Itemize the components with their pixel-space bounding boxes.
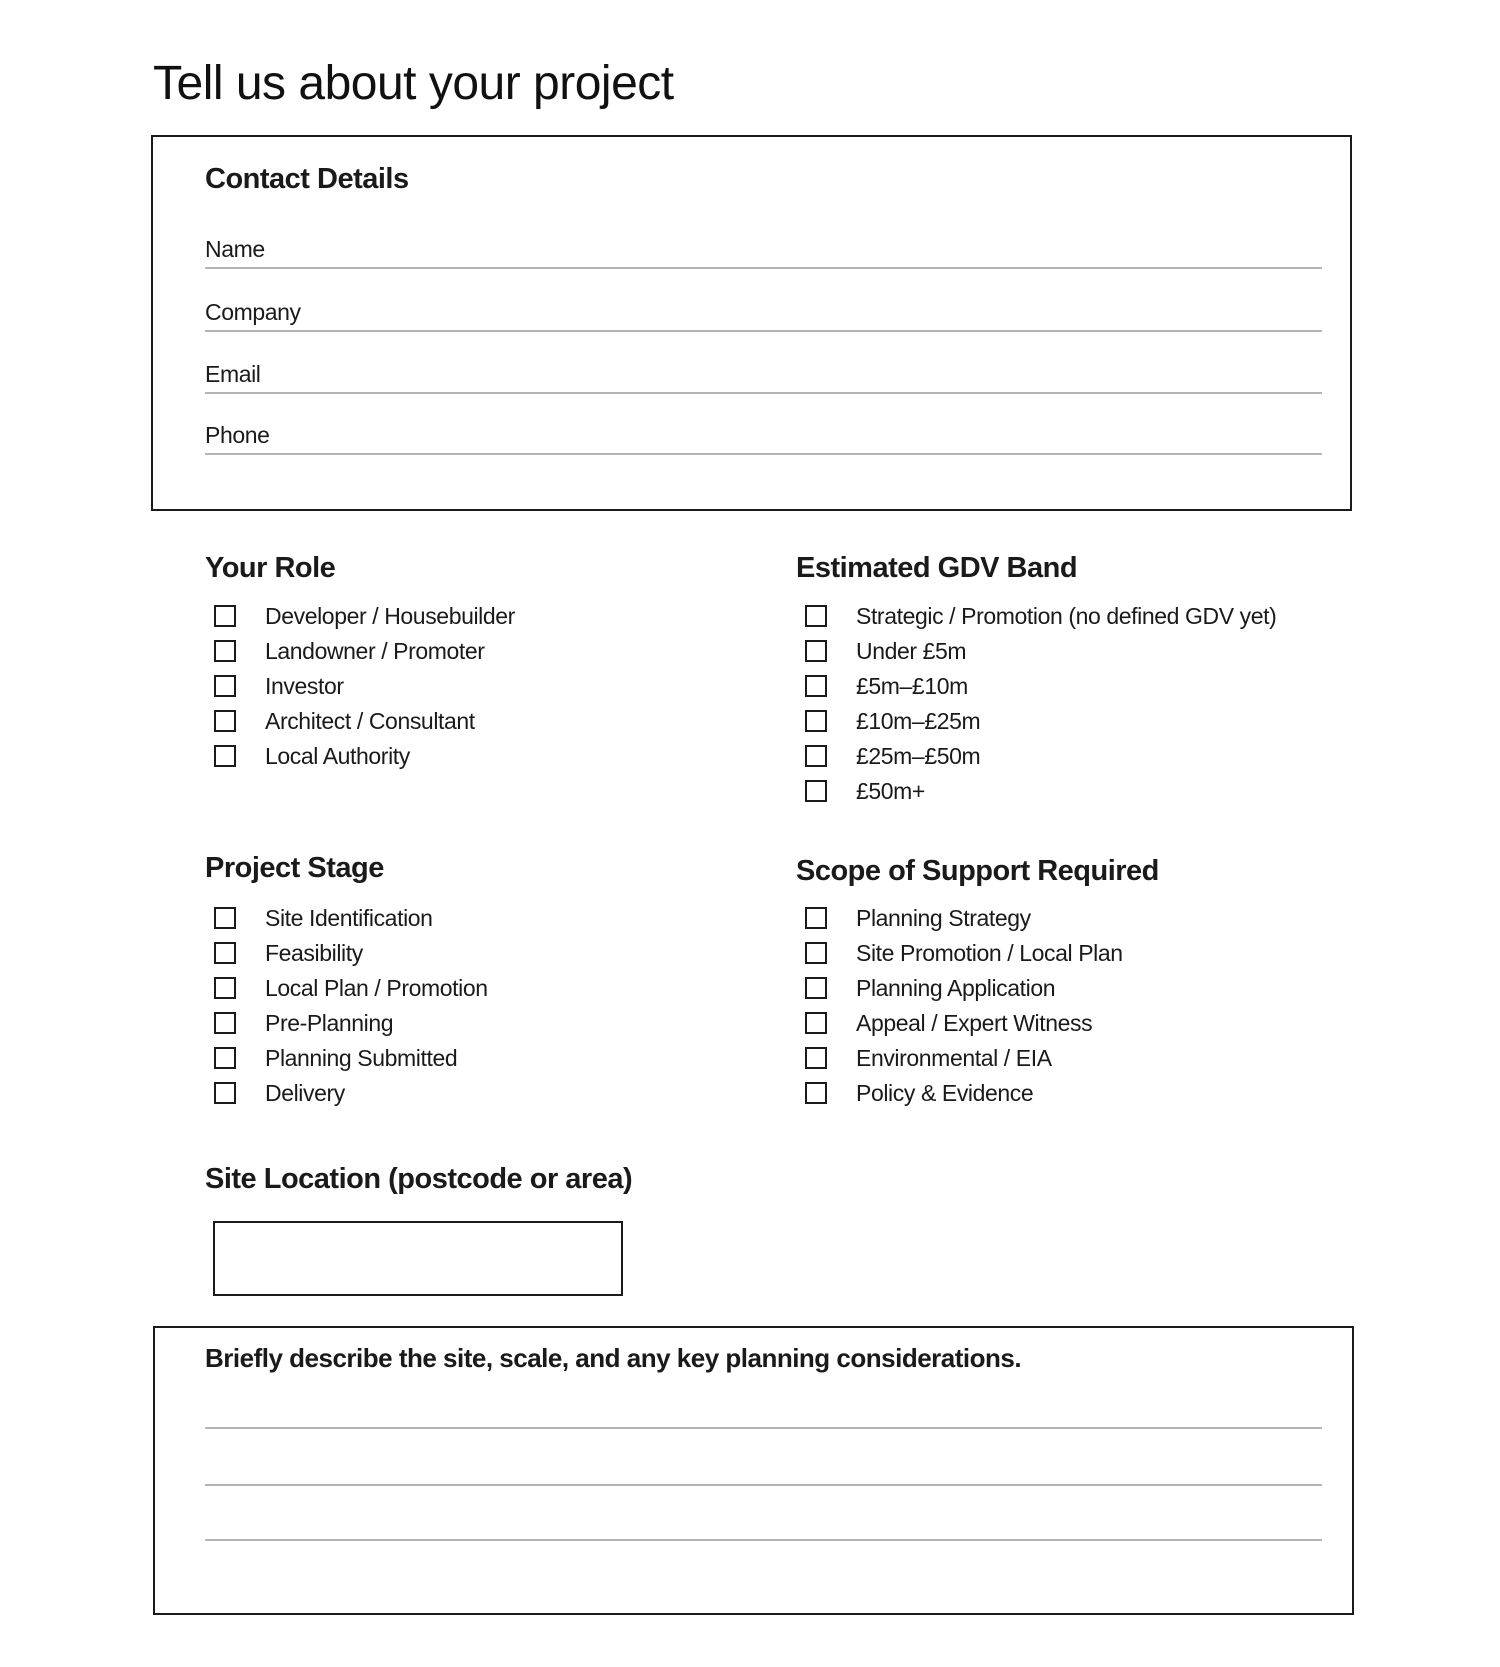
- name-input[interactable]: [205, 227, 1322, 267]
- phone-field[interactable]: [205, 413, 1322, 455]
- your-role-heading: Your Role: [205, 552, 336, 584]
- role-option-label: Investor: [265, 672, 344, 699]
- scope-option-label: Planning Strategy: [856, 904, 1031, 931]
- phone-input[interactable]: [205, 413, 1322, 453]
- scope-option[interactable]: [796, 1008, 1092, 1038]
- gdv-option[interactable]: [796, 741, 980, 771]
- checkbox[interactable]: [805, 745, 827, 767]
- gdv-option-label: Strategic / Promotion (no defined GDV yet): [856, 602, 1277, 629]
- scope-option-label: Environmental / EIA: [856, 1044, 1052, 1071]
- checkbox[interactable]: [805, 675, 827, 697]
- stage-option[interactable]: [205, 1043, 457, 1073]
- scope-option-label: Planning Application: [856, 974, 1056, 1001]
- checkbox[interactable]: [805, 1082, 827, 1104]
- role-option-label: Architect / Consultant: [265, 707, 475, 734]
- gdv-option-label: £50m+: [856, 777, 925, 804]
- checkbox[interactable]: [214, 942, 236, 964]
- checkbox[interactable]: [805, 640, 827, 662]
- checkbox[interactable]: [805, 1047, 827, 1069]
- checkbox[interactable]: [214, 1012, 236, 1034]
- scope-option-label: Policy & Evidence: [856, 1079, 1034, 1106]
- checkbox[interactable]: [214, 1082, 236, 1104]
- stage-option[interactable]: [205, 903, 433, 933]
- checkbox[interactable]: [214, 745, 236, 767]
- checkbox[interactable]: [214, 907, 236, 929]
- scope-of-support-heading: Scope of Support Required: [796, 855, 1159, 887]
- role-option-label: Developer / Housebuilder: [265, 602, 515, 629]
- email-label: Email: [205, 361, 261, 387]
- company-label: Company: [205, 299, 301, 325]
- gdv-option[interactable]: [796, 636, 966, 666]
- project-stage-heading: Project Stage: [205, 852, 384, 884]
- stage-option-label: Local Plan / Promotion: [265, 974, 488, 1001]
- phone-label: Phone: [205, 422, 270, 448]
- gdv-option[interactable]: [796, 671, 968, 701]
- role-option[interactable]: [205, 741, 410, 771]
- gdv-option[interactable]: [796, 706, 980, 736]
- stage-option[interactable]: [205, 973, 488, 1003]
- scope-option[interactable]: [796, 938, 1123, 968]
- stage-option[interactable]: [205, 1078, 345, 1108]
- site-location-input[interactable]: [213, 1221, 623, 1296]
- scope-option[interactable]: [796, 1043, 1052, 1073]
- checkbox[interactable]: [214, 640, 236, 662]
- stage-option-label: Feasibility: [265, 939, 363, 966]
- gdv-option[interactable]: [796, 776, 925, 806]
- checkbox[interactable]: [214, 977, 236, 999]
- role-option[interactable]: [205, 671, 344, 701]
- checkbox[interactable]: [805, 1012, 827, 1034]
- checkbox[interactable]: [214, 1047, 236, 1069]
- checkbox[interactable]: [805, 977, 827, 999]
- stage-option-label: Site Identification: [265, 904, 433, 931]
- company-field[interactable]: [205, 290, 1322, 332]
- gdv-option[interactable]: [796, 601, 1276, 631]
- description-prompt: Briefly describe the site, scale, and any key planning considerations.: [205, 1343, 1022, 1373]
- name-label: Name: [205, 236, 265, 262]
- checkbox[interactable]: [214, 675, 236, 697]
- gdv-option-label: £10m–£25m: [856, 707, 981, 734]
- stage-option[interactable]: [205, 938, 363, 968]
- stage-option-label: Pre-Planning: [265, 1009, 394, 1036]
- writing-line[interactable]: [205, 1539, 1322, 1541]
- gdv-band-heading: Estimated GDV Band: [796, 552, 1078, 584]
- stage-option[interactable]: [205, 1008, 393, 1038]
- writing-line[interactable]: [205, 1427, 1322, 1429]
- writing-line[interactable]: [205, 1484, 1322, 1486]
- checkbox[interactable]: [214, 605, 236, 627]
- stage-option-label: Delivery: [265, 1079, 345, 1106]
- site-location-heading: Site Location (postcode or area): [205, 1163, 633, 1195]
- scope-option[interactable]: [796, 973, 1055, 1003]
- email-field[interactable]: [205, 352, 1322, 394]
- email-input[interactable]: [205, 352, 1322, 392]
- role-option-label: Local Authority: [265, 742, 410, 769]
- scope-option-label: Site Promotion / Local Plan: [856, 939, 1123, 966]
- checkbox[interactable]: [805, 710, 827, 732]
- scope-option[interactable]: [796, 1078, 1033, 1108]
- name-field[interactable]: [205, 227, 1322, 269]
- scope-option-label: Appeal / Expert Witness: [856, 1009, 1093, 1036]
- gdv-option-label: £5m–£10m: [856, 672, 968, 699]
- scope-option[interactable]: [796, 903, 1031, 933]
- gdv-option-label: Under £5m: [856, 637, 967, 664]
- stage-option-label: Planning Submitted: [265, 1044, 458, 1071]
- role-option[interactable]: [205, 601, 515, 631]
- page-title: Tell us about your project: [153, 57, 674, 110]
- contact-details-heading: Contact Details: [205, 163, 409, 195]
- checkbox[interactable]: [805, 780, 827, 802]
- gdv-option-label: £25m–£50m: [856, 742, 981, 769]
- role-option-label: Landowner / Promoter: [265, 637, 485, 664]
- role-option[interactable]: [205, 706, 475, 736]
- company-input[interactable]: [205, 290, 1322, 330]
- checkbox[interactable]: [805, 907, 827, 929]
- role-option[interactable]: [205, 636, 485, 666]
- checkbox[interactable]: [805, 605, 827, 627]
- checkbox[interactable]: [214, 710, 236, 732]
- checkbox[interactable]: [805, 942, 827, 964]
